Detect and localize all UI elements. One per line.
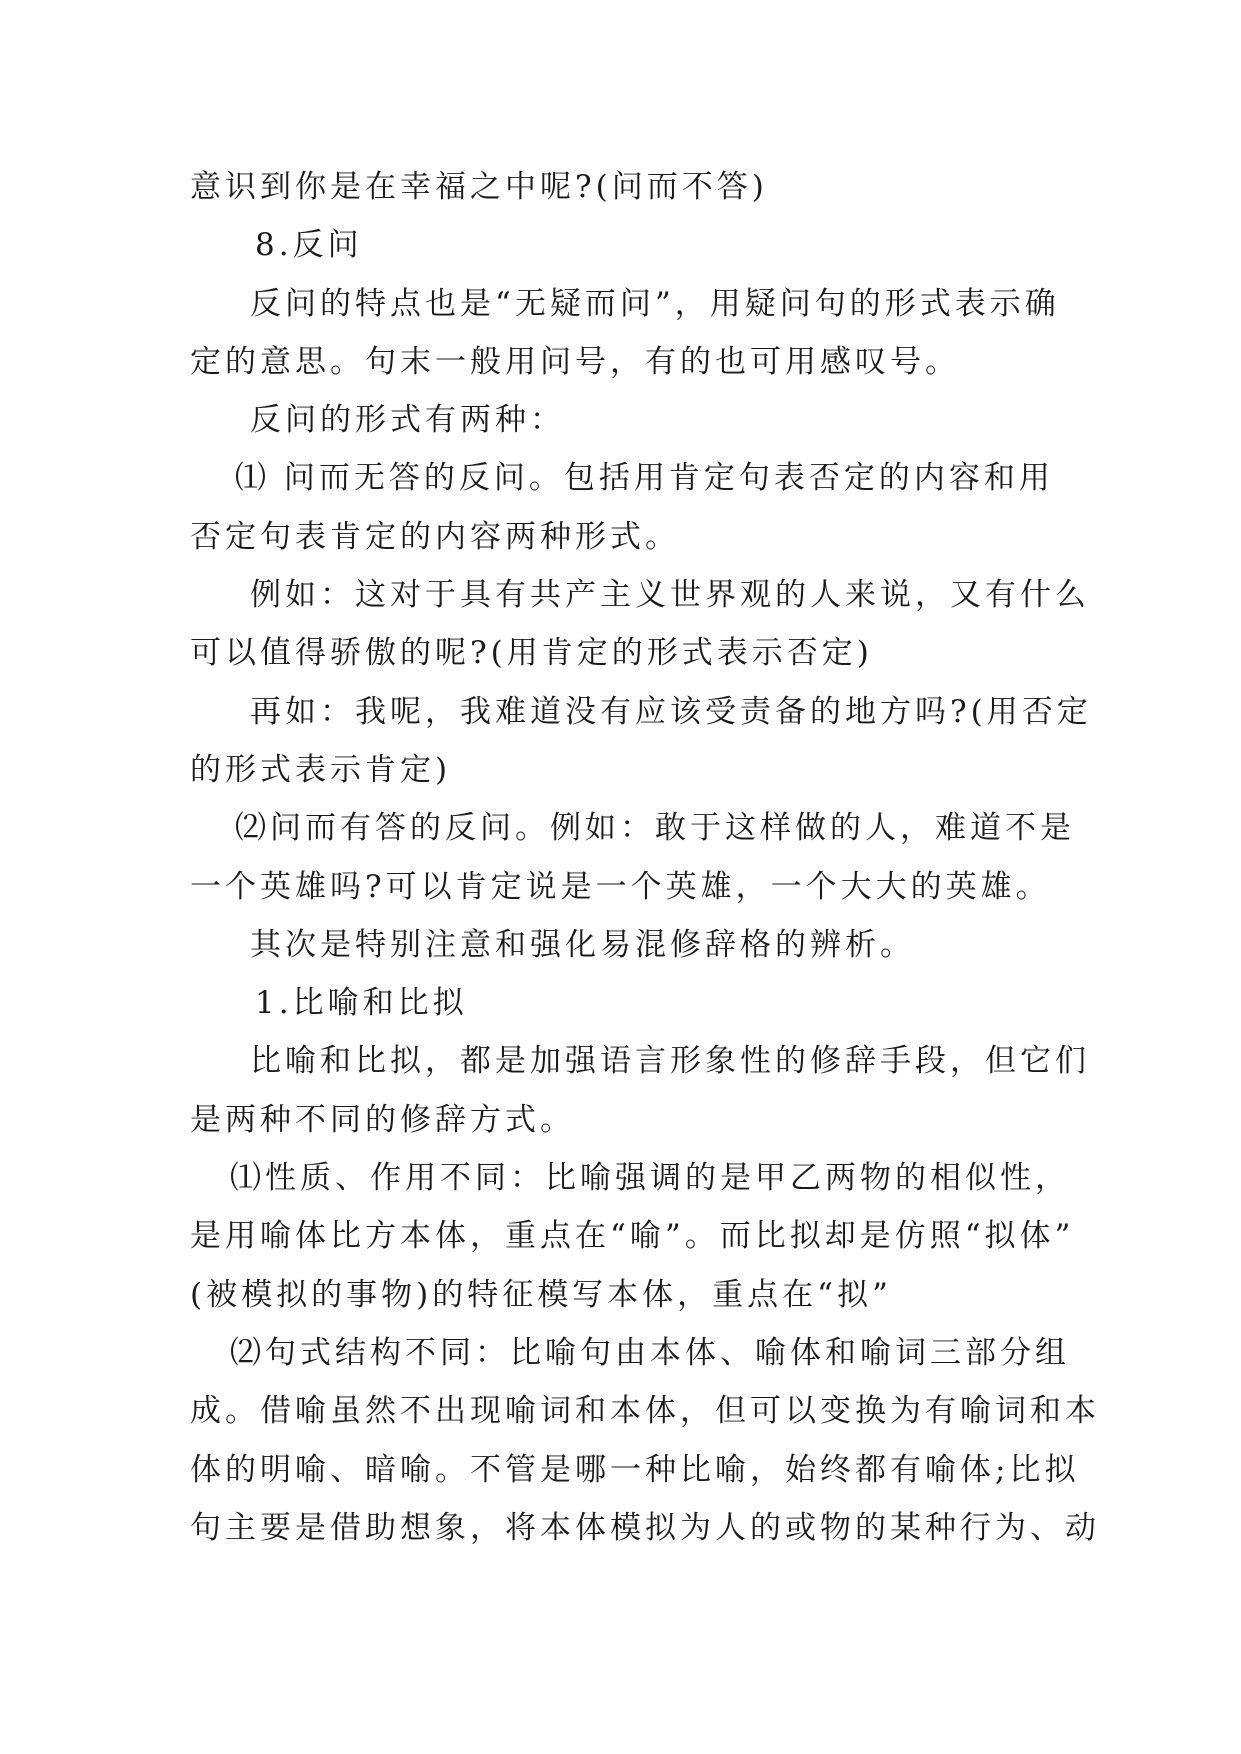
text-line: 的形式表示肯定) [190, 751, 452, 788]
list-item-start: ⑵句式结构不同：比喻句由本体、喻体和喻词三部分组 [230, 1334, 1070, 1371]
paragraph-start: 比喻和比拟，都是加强语言形象性的修辞手段，但它们 [250, 1043, 1090, 1080]
list-item-start: ⑴ 问而无答的反问。包括用肯定句表否定的内容和用 [235, 460, 1054, 497]
text-line: (被模拟的事物)的特征模写本体，重点在“拟” [190, 1276, 892, 1313]
text-line: 体的明喻、暗喻。不管是哪一种比喻，始终都有喻体;比拟 [190, 1451, 1080, 1488]
section-heading: 8.反问 [255, 227, 363, 264]
list-item-start: ⑴性质、作用不同：比喻强调的是甲乙两物的相似性， [230, 1160, 1070, 1197]
paragraph-start: 反问的形式有两种： [250, 402, 565, 439]
text-line: 是用喻体比方本体，重点在“喻”。而比拟却是仿照“拟体” [190, 1218, 1075, 1255]
paragraph-start: 反问的特点也是“无疑而问”，用疑问句的形式表示确 [250, 285, 1060, 322]
paragraph-start: 例如：这对于具有共产主义世界观的人来说，又有什么 [250, 577, 1090, 614]
paragraph-start: 其次是特别注意和强化易混修辞格的辨析。 [250, 926, 915, 963]
body-text [190, 158, 1100, 1557]
section-heading: 1.比喻和比拟 [255, 985, 468, 1022]
text-line: 定的意思。句末一般用问号，有的也可用感叹号。 [190, 343, 960, 380]
text-line: 意识到你是在幸福之中呢?(问而不答) [190, 169, 768, 205]
text-line: 句主要是借助想象，将本体模拟为人的或物的某种行为、动 [190, 1509, 1100, 1546]
list-item-start: ⑵问而有答的反问。例如：敢于这样做的人，难道不是 [235, 810, 1075, 847]
text-line: 一个英雄吗?可以肯定说是一个英雄，一个大大的英雄。 [190, 868, 1051, 905]
text-line: 否定句表肯定的内容两种形式。 [190, 518, 680, 555]
paragraph-start: 再如：我呢，我难道没有应该受责备的地方吗?(用否定 [250, 693, 1092, 730]
text-line: 可以值得骄傲的呢?(用肯定的形式表示否定) [190, 635, 873, 672]
text-line: 成。借喻虽然不出现喻词和本体，但可以变换为有喻词和本 [190, 1393, 1100, 1430]
text-line: 是两种不同的修辞方式。 [190, 1101, 575, 1138]
